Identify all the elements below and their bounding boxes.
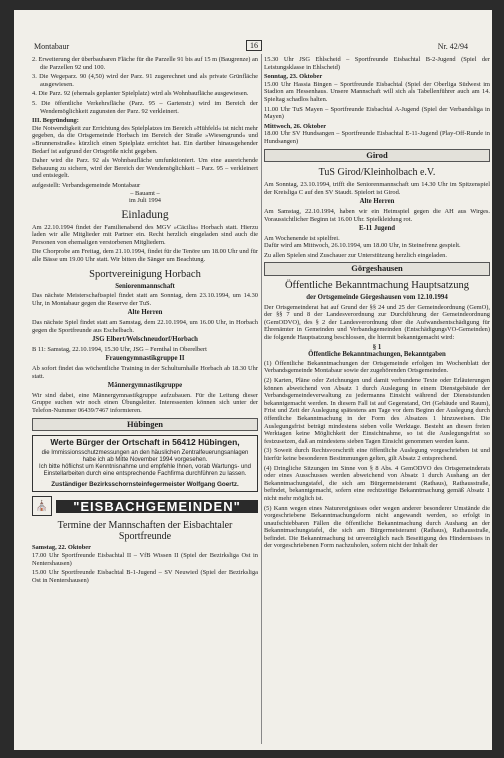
column-divider — [261, 54, 262, 744]
begruendung-text-2: Daher wird die Parz. 92 als Wohnbaufläche umfunktioniert. Um eine ausreichende Bebauung zu sichern, wird der Bereich der Wendemöglichkeit – Parz. 95 – verkleinert und entsiegelt. — [32, 157, 258, 180]
oeb-text: (4) Dringliche Sitzungen im Sinne von § 8 Abs. 4 GemODVO des Ortsgemeinderats oder eines Ausschusses werden abweichend von Absatz 1 durch Aushang an der Bekanntmachungstafel, die sich am Bürgermeisteramt (Rathaus), Rathausstraße, befindet, bekanntgemacht, sofern eine rechtzeitige Bekanntmachung gemäß Absatz 1 nicht mehr möglich ist. — [264, 464, 490, 502]
termine-heading: Termine der Mannschaften der Eisbachtaler Sportfreunde — [57, 520, 233, 543]
sv-text: Das nächste Spiel findet statt am Samstag, dem 22.10.1994, um 16.00 Uhr, in Horbach gegen die Sportfreunde aus Eschelbach. — [32, 319, 258, 334]
ad-footer: Zuständiger Bezirksschornsteinfegermeister Wolfgang Goertz. — [51, 480, 239, 488]
section-box-goergeshausen: Görgeshausen — [264, 262, 490, 276]
oeb-text: (3) Soweit durch Rechtsvorschrift eine öffentliche Auslegung vorgeschrieben ist und hierfür keine besonderen Bestimmungen gelten, gilt Absatz 2 entsprechend. — [264, 447, 490, 462]
termine-text: 15.00 Uhr Sportfreunde Eisbachtal B-1-Jugend – SV Neuwied (Spiel der Bezirksliga Ost in Nentershausen) — [32, 569, 258, 584]
section-box-girod: Girod — [264, 149, 490, 163]
issue-number: Nr. 42/94 — [437, 42, 468, 51]
newspaper-page — [14, 10, 492, 750]
termine-day: Mittwoch, 26. Oktober — [264, 122, 327, 130]
sv-subheading: Frauengymnastikgruppe II — [105, 355, 185, 363]
header-town: Montabaur — [34, 42, 70, 51]
tus-text: Am Wochenende ist spielfrei. — [264, 234, 340, 242]
sv-text: B 11: Samstag, 22.10.1994, 15.30 Uhr, JSG – Fernthal in Oberelbert — [32, 345, 207, 353]
ad-title: Werte Bürger der Ortschaft in 56412 Hübingen, — [50, 437, 240, 448]
signature-line: – Bauamt – — [130, 189, 160, 197]
chimney-sweep-ad — [32, 435, 258, 492]
oeb-paragraph-title: Öffentliche Bekanntmachungen, Bekanntgaben — [308, 351, 446, 359]
termine-text: 17.00 Uhr Sportfreunde Eisbachtal II – VfB Wissen II (Spiel der Bezirksliga Ost in Nentershausen) — [32, 551, 258, 567]
sv-text: Wir sind dabei, eine Männergymnastikgruppe aufzubauen. Für die Leitung dieser Gruppe suchen wir noch einen Übungsleiter. Interessenten können sich unter der Telefon-Nummer 06439/7467 informieren. — [32, 391, 258, 414]
termine-day: Sonntag, 23. Oktober — [264, 73, 323, 81]
einladung-heading: Einladung — [121, 208, 169, 221]
tus-text: Am Sonntag, 23.10.1994, trifft die Seniorenmannschaft um 14.30 Uhr im Spitzenspiel der Kreisliga C auf den SV Staudt. Spielort ist Girod. — [264, 181, 490, 196]
list-item: 5. Die öffentliche Verkehrsfläche (Parz. 95 – Gartenstr.) wird im Bereich der Wendemöglichkeit zugunsten der Parz. 92 verkleinert. — [32, 99, 258, 115]
oeb-paragraph: § 1 — [372, 343, 382, 351]
termine-text: 15.30 Uhr JSG Ehlscheid – Sportfreunde Eisbachtal B-2-Jugend (Spiel der Leistungsklasse in Ehlscheid) — [264, 56, 490, 71]
tus-text: Am Samstag, 22.10.1994, haben wir ein Heimspiel gegen die AH aus Wirges. Voraussichtlicher Beginn ist 16.00 Uhr. Spielkleidung rot. — [264, 207, 490, 223]
oeb-text: (2) Karten, Pläne oder Zeichnungen und damit verbundene Texte oder Erläuterungen können abweichend von Absatz 1 durch Auslegung in einem Dienstgebäude der Verbandsgemeindeverwaltung zu jedermanns Einsicht während der Dienststunden bekanntgemacht werden. In diesem Fall ist auf Gegenstand, Ort (Gebäude und Raum), Frist und Zeit der Auslegung spätestens am Tage vor dem Beginn der Auslegung durch öffentliche Bekanntmachung in der Form des Absatzes 1 hinzuweisen. Die Auslegungsfrist beträgt mindestens sieben volle Werktage. Besteht an diesen freien Werktagen keine Möglichkeit der Einsichtnahme, so ist die Auslegungsfrist so festzusetzen, daß an mindestens sieben Tagen Einsicht genommen werden kann. — [264, 377, 490, 445]
list-item: 3. Die Wegeparz. 90 (4,50) wird der Parz. 91 zugerechnet und als private Grünfläche ausgewiesen. — [32, 73, 258, 88]
sv-text: Das nächste Meisterschaftsspiel findet statt am Sonntag, dem 23.10.1994, um 14.30 Uhr, in Montabaur gegen die Reserve der TuS. — [32, 292, 258, 307]
termine-text: 18.00 Uhr SV Hundsangen – Sportfreunde Eisbachtal E-11-Jugend (Play-Off-Runde in Hundsangen) — [264, 130, 490, 145]
termine-text: 15.00 Uhr Hassia Bingen – Sportfreunde Eisbachtal (Spiel der Oberliga Südwest im Stadion am Hessenhaus. Unsere Mannschaft will sich als Tabellenführer auch am 14. Spieltag schadlos halten. — [264, 80, 490, 103]
tus-heading: TuS Girod/Kleinholbach e.V. — [318, 167, 436, 179]
church-logo-icon: ⛪ — [32, 496, 52, 516]
oeb-text: (5) Kann wegen eines Naturereignisses oder wegen anderer besonderer Umstände die vorgeschriebene Bekanntmachungsform nicht angewandt werden, so erfolgt in unaufschiebbaren Fällen die öffentliche Bekanntmachung durch Aushang an der Bekanntmachungstafel, die sich am Bürgermeisteramt (Rathaus), Rathausstraße, befindet. Die Bekanntmachung ist unverzüglich nach Beseitigung des Hindernisses in der vorgeschriebenen Form nachzuholen, sofern nicht der Inhalt der — [264, 504, 490, 550]
sv-heading: Sportvereinigung Horbach — [89, 268, 201, 280]
eisbach-banner — [32, 496, 258, 516]
tus-text: Zu allen Spielen sind Zuschauer zur Unterstützung herzlich eingeladen. — [264, 251, 447, 259]
left-column — [32, 56, 258, 586]
page-header — [14, 40, 492, 54]
signature-line: im Juli 1994 — [129, 197, 161, 205]
signature-line: aufgestellt: Verbandsgemeinde Montabaur — [32, 181, 141, 189]
tus-text: Dafür wird am Mittwoch, 26.10.1994, um 18.00 Uhr, in Steinefrenz gespielt. — [264, 242, 461, 250]
ad-text: die Immissionsschutzmessungen an den häuslichen Zentralfeuerungsanlagen habe ich ab Mitte November 1994 vorgesehen. — [41, 449, 249, 463]
einladung-text-2: Die Chorprobe am Freitag, dem 21.10.1994, findet für die Tenöre um 18.00 Uhr und für alle Bässe um 19.00 Uhr statt. Wir bitten die Sänger um Beachtung. — [32, 248, 258, 264]
list-item: 4. Die Parz. 92 (ehemals geplanter Spielplatz) wird als Wohnbaufläche ausgewiesen. — [32, 90, 249, 98]
page-number: 16 — [246, 40, 262, 51]
oeb-text: (1) Öffentliche Bekanntmachungen der Ortsgemeinde erfolgen im Wochenblatt der Verbandsgemeinde Montabaur sowie der zugehörenden Ortsgemeinden. — [264, 359, 490, 375]
eisbach-title: "EISBACHGEMEINDEN" — [56, 500, 258, 514]
begruendung-heading: III. Begründung: — [32, 117, 79, 125]
section-box-huebingen: Hübingen — [32, 418, 258, 432]
list-item: 2. Erweiterung der überbaubaren Fläche für die Parzelle 91 bis auf 15 m (Baugrenze) an die Parzellen 92 und 100. — [32, 56, 258, 71]
oeb-text: Der Ortsgemeinderat hat auf Grund der §§ 24 und 25 der Gemeindeordnung (GemO), der §§ 7 und 8 der Landesverordnung zur Durchführung der Gemeindeordnung (GemODVO), des § 2 der Landesverordnung über die Aufwandsentschädigung für Ehrenämter in Gemeinden und Verbandsgemeinden (EntschädigungsVO-Gemeinden) die folgende Hauptsatzung beschlossen, die hiermit bekanntgemacht wird: — [264, 303, 490, 342]
sv-text: Ab sofort findet das wöchentliche Training in der Schulturnhalle Horbach ab 18.30 Uhr statt. — [32, 365, 258, 380]
oeb-heading: Öffentliche Bekanntmachung Hauptsatzung — [284, 280, 470, 292]
sv-subheading: Männergymnastikgruppe — [107, 382, 183, 390]
sv-subheading: Seniorenmannschaft — [115, 282, 175, 290]
sv-subheading: Alte Herren — [127, 309, 163, 317]
einladung-text: Am 22.10.1994 findet der Familienabend des MGV »Cäcilia« Horbach statt. Hierzu laden wir alle Mitglieder mit Partner ein. Recht herzlich eingeladen sind auch die Personen von ehemaligen verstorbenen Mitgliedern. — [32, 223, 258, 246]
termine-text: 11.00 Uhr TuS Mayen – Sportfreunde Eisbachtal A-Jugend (Spiel der Verbandsliga in Mayen) — [264, 105, 490, 121]
begruendung-text: Die Notwendigkeit zur Errichtung des Spielplatzes im Bereich »Hühfeld« ist nicht mehr gegeben, da die Ortsgemeinde Horbach im Bereich der Straße »Wiesengrund« und »Brunnenstraße« kürzlich einen Spielplatz errichtet hat. Ein darüber hinausgehender Bedarf ist aufgrund der Ortsgröße nicht gegeben. — [32, 124, 258, 155]
ad-text: Ich bitte höflichst um Kenntnisnahme und empfehle Ihnen, vorab Wartungs- und Einstellarbeiten durch eine entsprechende Fachfirma durchführen zu lassen. — [39, 463, 251, 477]
termine-day: Samstag, 22. Oktober — [32, 544, 91, 552]
oeb-subheading: der Ortsgemeinde Görgeshausen vom 12.10.1994 — [306, 294, 448, 302]
sv-subheading: JSG Elbert/Welschneudorf/Horbach — [92, 336, 198, 344]
tus-subheading: Alte Herren — [359, 198, 395, 206]
tus-subheading: E-11 Jugend — [358, 225, 396, 233]
right-column — [264, 56, 490, 552]
